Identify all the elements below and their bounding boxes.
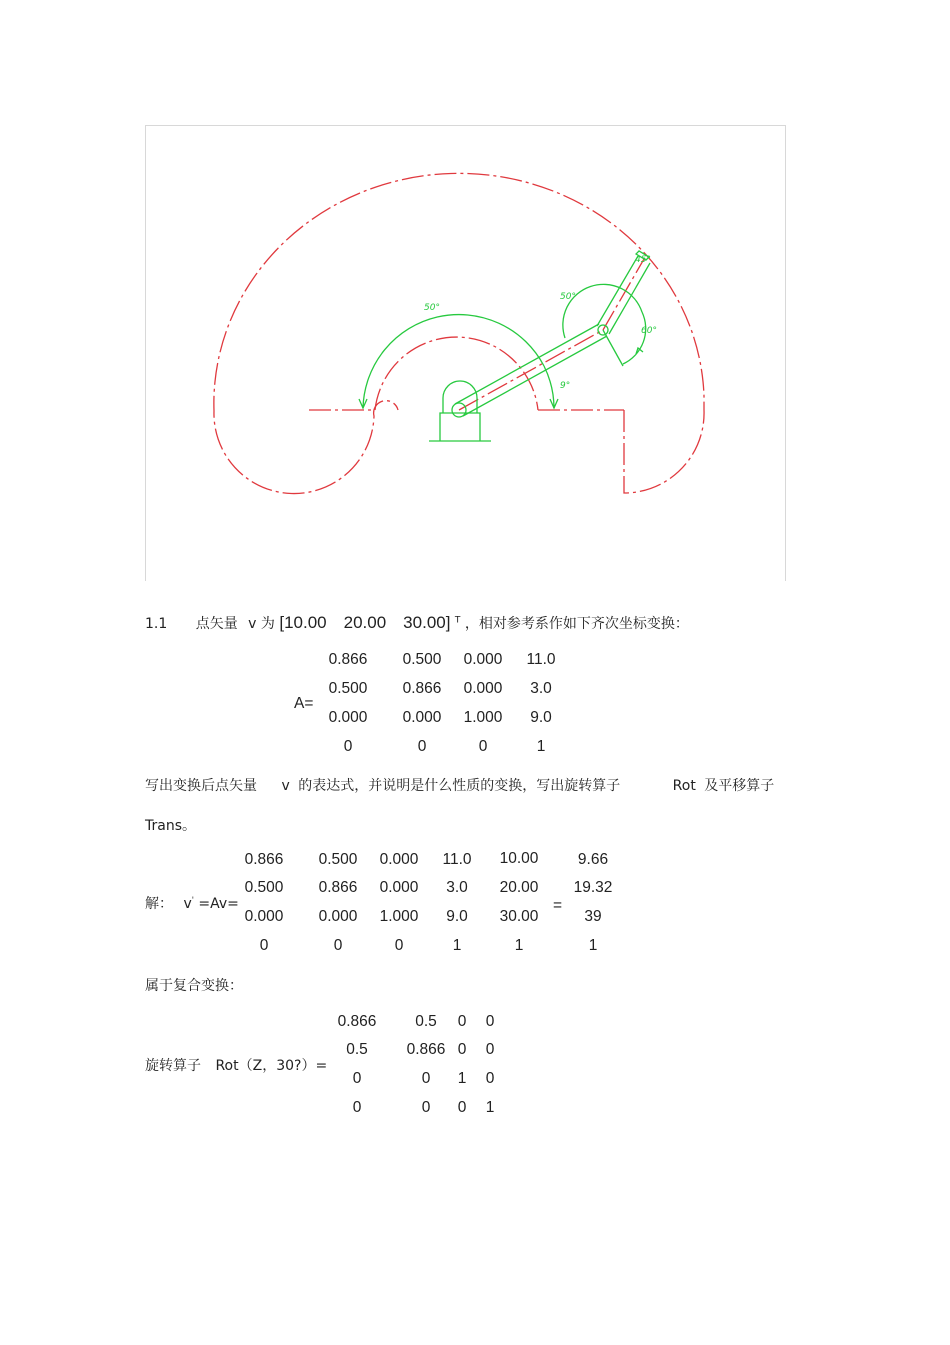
solution-matrix-cell: 1 — [452, 937, 462, 954]
outer-workspace-boundary — [214, 173, 704, 493]
problem-number: 1.1 — [145, 616, 168, 632]
robot-arm-figure — [145, 125, 786, 581]
a-matrix-cell: 0 — [343, 738, 353, 755]
angle-label-base: 50° — [424, 303, 440, 313]
a-matrix-cell: 1.000 — [463, 709, 503, 726]
rot-label: 旋转算子 — [145, 1058, 201, 1074]
a-matrix-cell: 0.000 — [463, 680, 503, 697]
question-text-3: 及平移算子 — [704, 778, 775, 794]
angle-arc-50-base — [363, 315, 544, 408]
solution-result-cell: 19.32 — [573, 879, 613, 896]
a-matrix-cell: 0.500 — [328, 680, 368, 697]
rot-matrix-cell: 1 — [485, 1099, 495, 1116]
solution-lhs — [145, 893, 239, 913]
rot-matrix-cell: 0 — [457, 1099, 467, 1116]
angle-arc-elbow-60 — [623, 312, 646, 364]
problem-intro: 点矢量 — [195, 616, 238, 632]
problem-statement — [145, 608, 689, 633]
rot-operator — [145, 1055, 327, 1075]
solution-vector-cell: 30.00 — [499, 908, 539, 925]
arm-centerline-1 — [459, 330, 603, 410]
question-var: v — [281, 778, 290, 794]
solution-matrix-cell: 0.000 — [244, 908, 284, 925]
rot-matrix-cell: 0.5 — [415, 1013, 437, 1030]
solution-matrix-cell: 0 — [333, 937, 343, 954]
question-rot: Rot — [672, 778, 696, 794]
rot-matrix-cell: 0 — [485, 1041, 495, 1058]
a-matrix-cell: 0.866 — [402, 680, 442, 697]
solution-matrix-cell: 0.000 — [318, 908, 358, 925]
question-text-1: 写出变换后点矢量 — [145, 778, 257, 794]
solution-matrix-cell: 0.500 — [318, 851, 358, 868]
solution-matrix-cell: 11.0 — [442, 851, 472, 868]
problem-vector: [10.00 20.00 30.00] — [279, 613, 451, 632]
question-line-2: Trans。 — [145, 818, 196, 834]
a-matrix-cell: 3.0 — [530, 680, 552, 697]
robot-arm-drawing — [146, 126, 787, 582]
solution-matrix-cell: 0.866 — [244, 851, 284, 868]
problem-transpose: T — [454, 615, 461, 626]
solution-matrix-cell: 1.000 — [379, 908, 419, 925]
a-matrix-cell: 0 — [417, 738, 427, 755]
problem-var: v — [248, 616, 257, 632]
question-line-1 — [145, 775, 774, 795]
rot-matrix-cell: 0 — [352, 1099, 362, 1116]
a-matrix-cell: 0.000 — [402, 709, 442, 726]
a-matrix-cell: 0.000 — [328, 709, 368, 726]
rot-matrix-cell: 0.866 — [337, 1013, 377, 1030]
solution-prime: ' — [191, 895, 194, 905]
solution-matrix-cell: 9.0 — [446, 908, 468, 925]
rot-matrix-cell: 0 — [457, 1013, 467, 1030]
solution-result-cell: 39 — [584, 908, 602, 925]
rot-matrix-cell: 0.5 — [346, 1041, 368, 1058]
problem-rest: ，相对参考系作如下齐次坐标变换： — [464, 616, 689, 632]
angle-label-tip: 45° — [635, 255, 651, 265]
solution-vector-cell: 1 — [514, 937, 524, 954]
solution-var: v — [183, 896, 192, 912]
solution-result-cell: 1 — [588, 937, 598, 954]
angle-ray — [603, 330, 623, 366]
a-matrix-cell: 11.0 — [526, 651, 556, 668]
angle-label-elbow: 50° — [560, 292, 576, 302]
angle-arc-9 — [544, 366, 554, 408]
question-text-2: 的表达式，并说明是什么性质的变换，写出旋转算子 — [298, 778, 621, 794]
base-stand — [429, 381, 491, 441]
rot-matrix-cell: 0 — [421, 1070, 431, 1087]
rot-matrix-cell: 0 — [485, 1070, 495, 1087]
solution-matrix-cell: 0.500 — [244, 879, 284, 896]
a-matrix-cell: 0.000 — [463, 651, 503, 668]
solution-vector-cell: 10.00 — [499, 850, 539, 867]
angle-label-9: 9° — [560, 381, 571, 391]
problem-wei: 为 — [260, 616, 275, 632]
arm-centerline-2 — [603, 259, 644, 330]
solution-eq: =Av= — [198, 896, 239, 912]
a-matrix-cell: 9.0 — [530, 709, 552, 726]
solution-equals: = — [553, 897, 563, 914]
solution-matrix-cell: 0.000 — [379, 851, 419, 868]
solution-matrix-cell: 0.866 — [318, 879, 358, 896]
rot-matrix-cell: 0.866 — [406, 1041, 446, 1058]
solution-matrix-cell: 3.0 — [446, 879, 468, 896]
a-matrix-cell: 0 — [478, 738, 488, 755]
angle-label-60: 60° — [641, 326, 657, 336]
solution-vector-cell: 20.00 — [499, 879, 539, 896]
solution-matrix-cell: 0 — [259, 937, 269, 954]
a-label: A= — [294, 695, 314, 712]
solution-result-cell: 9.66 — [577, 851, 609, 868]
transform-type: 属于复合变换： — [145, 978, 243, 994]
a-matrix-cell: 1 — [536, 738, 546, 755]
inner-workspace-boundary — [375, 337, 538, 410]
solution-matrix-cell: 0.000 — [379, 879, 419, 896]
rot-matrix-cell: 0 — [485, 1013, 495, 1030]
rot-expression: Rot（Z，30?）= — [215, 1058, 328, 1074]
solution-matrix-cell: 0 — [394, 937, 404, 954]
solution-label: 解： — [145, 896, 173, 912]
a-matrix-cell: 0.500 — [402, 651, 442, 668]
rot-matrix-cell: 0 — [352, 1070, 362, 1087]
rot-matrix-cell: 0 — [457, 1041, 467, 1058]
rot-matrix-cell: 1 — [457, 1070, 467, 1087]
rot-matrix-cell: 0 — [421, 1099, 431, 1116]
a-matrix-cell: 0.866 — [328, 651, 368, 668]
